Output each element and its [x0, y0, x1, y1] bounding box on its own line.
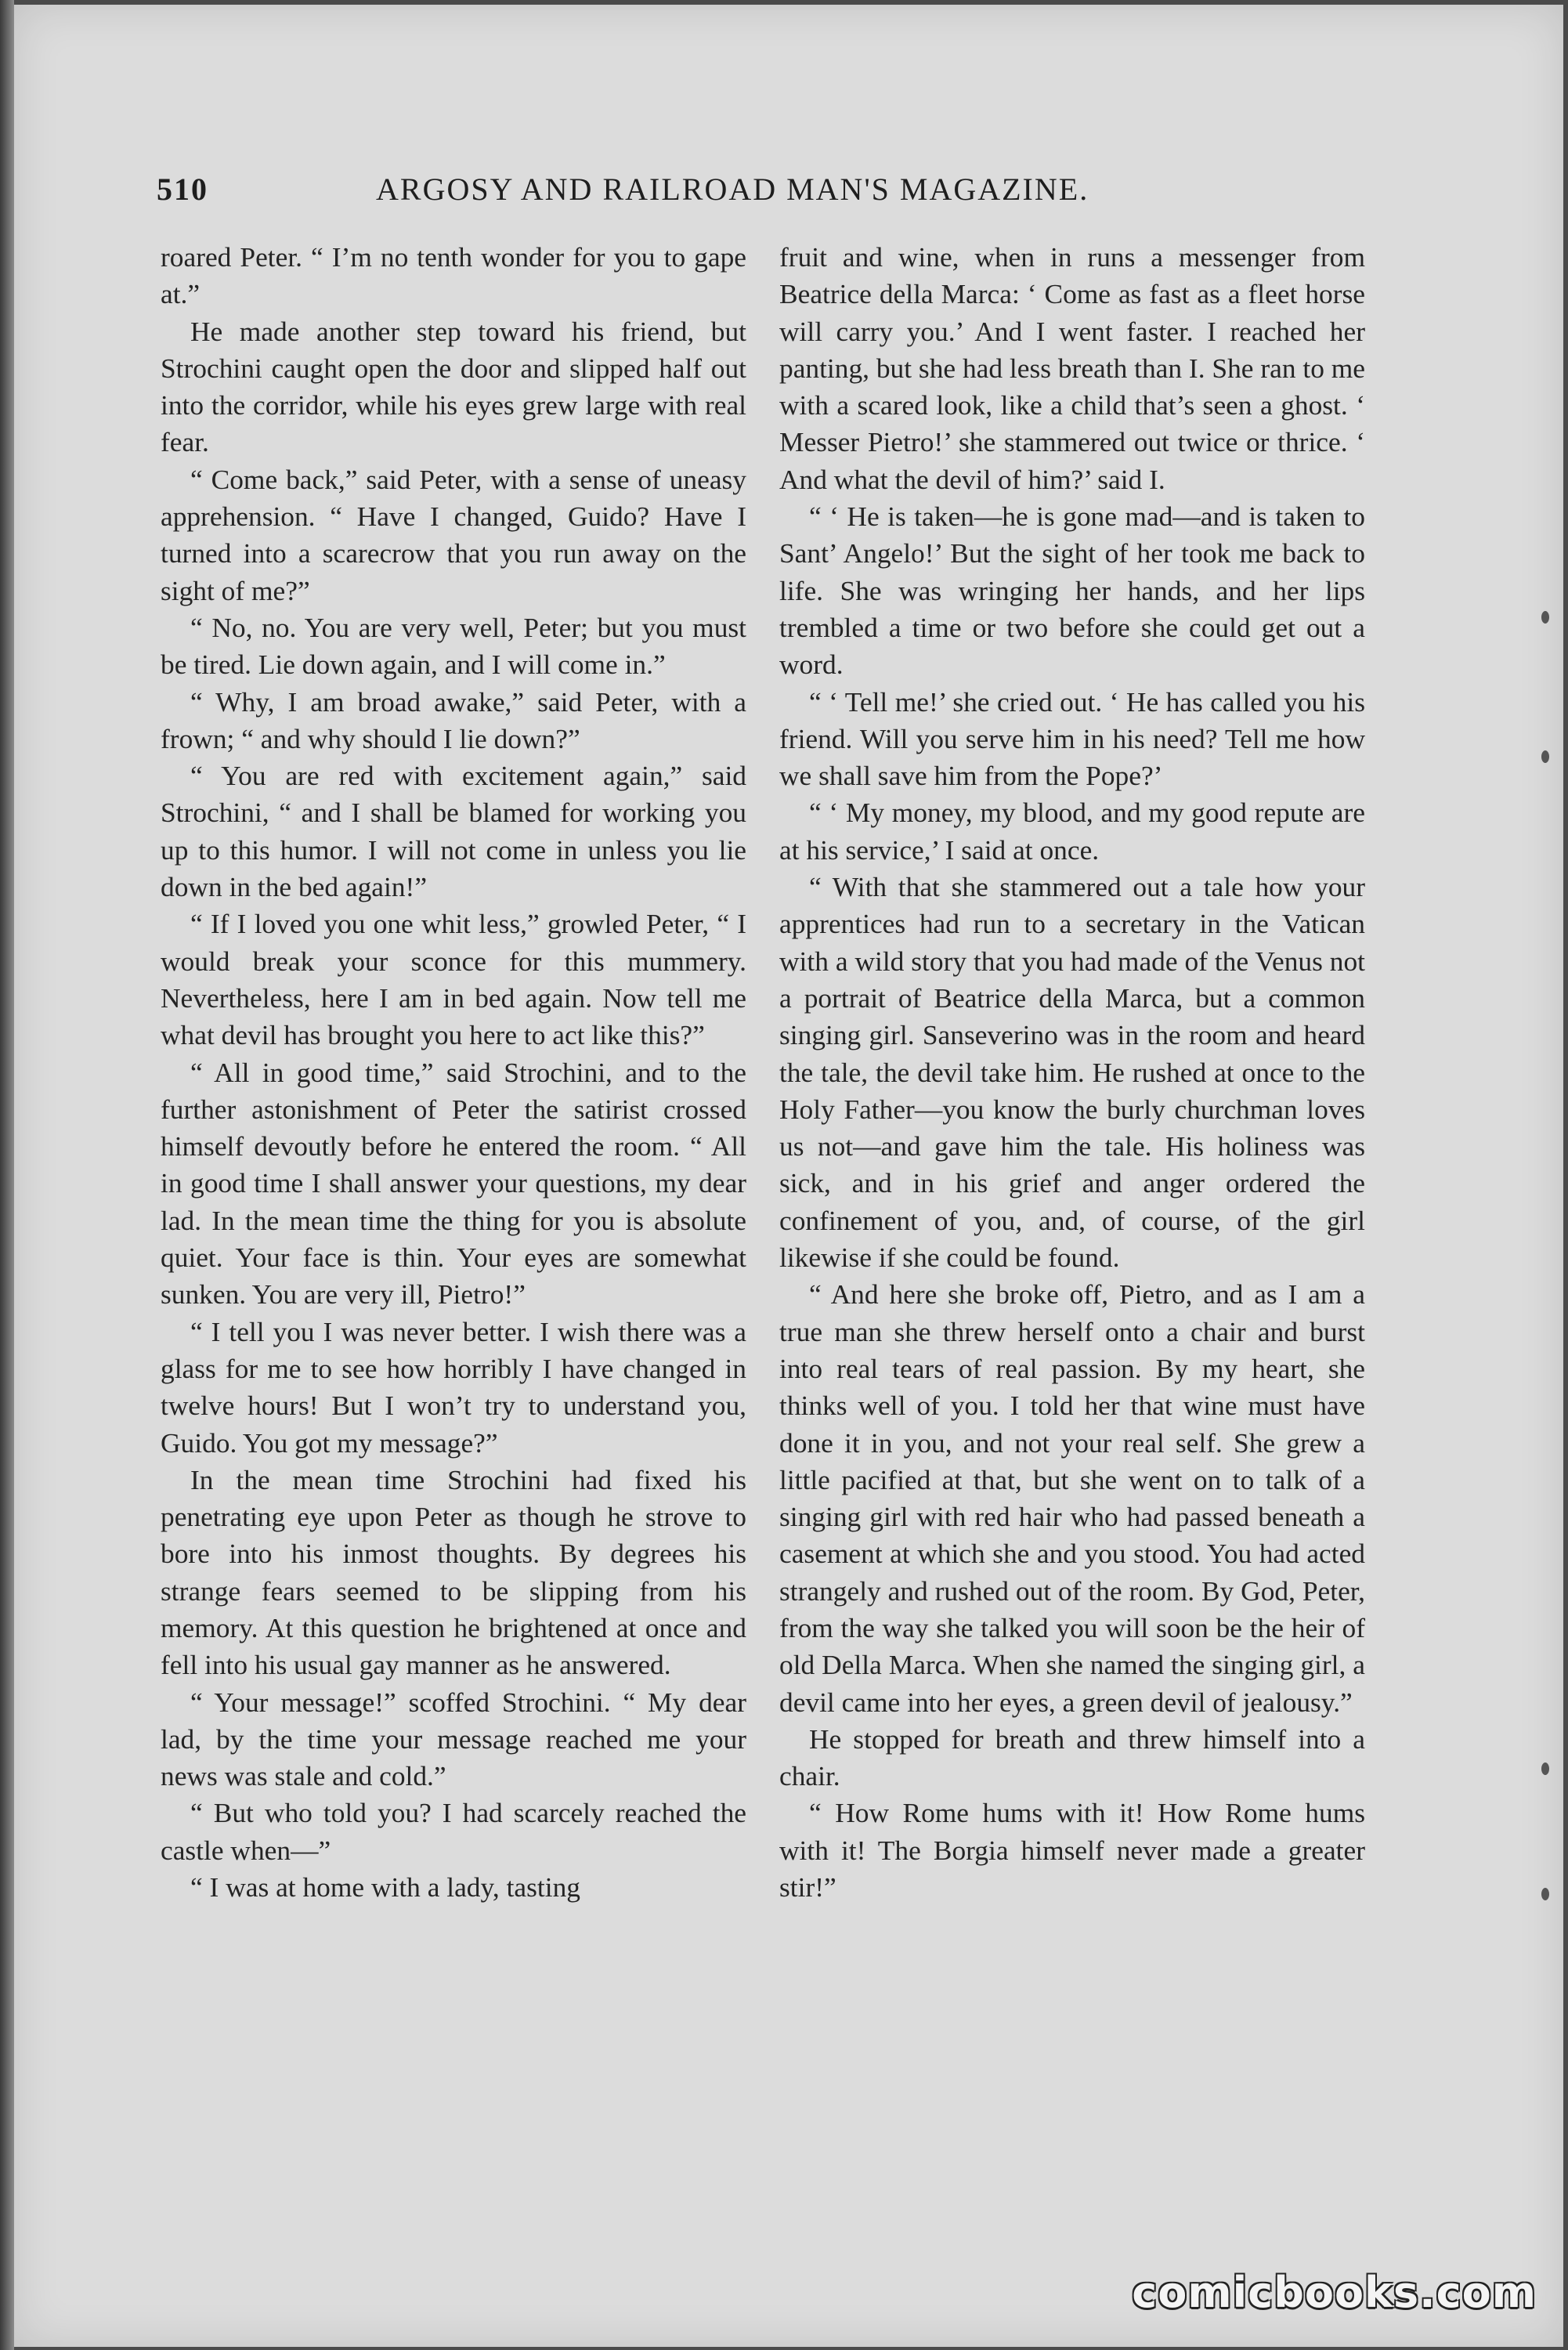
running-title: ARGOSY AND RAILROAD MAN'S MAGAZINE.	[376, 172, 1089, 207]
paragraph: “ If I loved you one whit less,” growled Peter, “ I would break your sconce for this mummery. Nevertheless, here I am in bed again. Now tell me what devil has brought you here to act like this?”	[161, 908, 746, 1051]
paragraph: He stopped for breath and threw himself into a chair.	[779, 1723, 1365, 1792]
paragraph: “ ‘ He is taken—he is gone mad—and is taken to Sant’ Angelo!’ But the sight of her took me back to life. She was wringing her hands, and her lips trembled a time or two before she could get out a word.	[779, 501, 1365, 681]
staple-mark	[1541, 1888, 1549, 1900]
paragraph: “ You are red with excitement again,” said Strochini, “ and I shall be blamed for working you up to this humor. I will not come in unless you lie down in the bed again!”	[161, 760, 746, 903]
paragraph: “ Come back,” said Peter, with a sense of uneasy apprehension. “ Have I changed, Guido? Have I turned into a scarecrow that you run away on the sight of me?”	[161, 463, 746, 606]
paragraph: He made another step toward his friend, but Strochini caught open the door and slipped half out into the corridor, while his eyes grew large with real fear.	[161, 315, 746, 458]
right-text-column	[779, 239, 1365, 1906]
page-header	[157, 171, 1371, 218]
site-watermark: comicbooks.com	[1132, 2268, 1537, 2317]
paragraph: fruit and wine, when in runs a messenger from Beatrice della Marca: ‘ Come as fast as a fleet horse will carry you.’ And I went faster. I reached her panting, but she had less breath than I. She ran to me with a scared look, like a child that’s seen a ghost. ‘ Messer Pietro!’ she stammered out twice or thrice. ‘ And what the devil of him?’ said I.	[779, 241, 1365, 495]
staple-mark	[1541, 611, 1549, 624]
paragraph: “ With that she stammered out a tale how your apprentices had run to a secretary in the Vatican with a wild story that you had made of the Venus not a portrait of Beatrice della Marca, but a common singing girl. Sanseverino was in the room and heard the tale, the devil take him. He rushed at once to the Holy Father—you know the burly churchman loves us not—and gave him the tale. His holiness was sick, and in his grief and anger ordered the confinement of you, and, of course, of the girl likewise if she could be found.	[779, 871, 1365, 1274]
paragraph: “ And here she broke off, Pietro, and as I am a true man she threw herself onto a chair and burst into real tears of real passion. By my heart, she thinks well of you. I told her that wine must have done it in you, and not your real self. She grew a little pacified at that, but she went on to talk of a singing girl with red hair who had passed beneath a casement at which she and you stood. You had acted strangely and rushed out of the room. By God, Peter, from the way she talked you will soon be the heir of old Della Marca. When she named the singing girl, a devil came into her eyes, a green devil of jealousy.”	[779, 1278, 1365, 1718]
page-number: 510	[157, 172, 208, 207]
paragraph: “ I tell you I was never better. I wish there was a glass for me to see how horribly I have changed in twelve hours! But I won’t try to understand you, Guido. You got my message?”	[161, 1315, 746, 1459]
paragraph: “ Your message!” scoffed Strochini. “ My dear lad, by the time your message reached me your news was stale and cold.”	[161, 1686, 746, 1792]
paragraph: roared Peter. “ I’m no tenth wonder for you to gape at.”	[161, 241, 746, 310]
paragraph: “ ‘ Tell me!’ she cried out. ‘ He has called you his friend. Will you serve him in his need? Tell me how we shall save him from the Pope?’	[779, 685, 1365, 792]
staple-mark	[1541, 750, 1549, 763]
staple-mark	[1541, 1762, 1549, 1775]
paragraph: In the mean time Strochini had fixed his penetrating eye upon Peter as though he strove to bore into his inmost thoughts. By degrees his strange fears seemed to be slipping from his memory. At this question he brightened at once and fell into his usual gay manner as he answered.	[161, 1463, 746, 1681]
paragraph: “ I was at home with a lady, tasting	[190, 1871, 580, 1904]
page-spine-edge	[0, 0, 14, 2350]
paragraph: “ How Rome hums with it! How Rome hums with it! The Borgia himself never made a greater stir!”	[779, 1797, 1365, 1904]
paragraph: “ Why, I am broad awake,” said Peter, with a frown; “ and why should I lie down?”	[161, 685, 746, 754]
paragraph: “ No, no. You are very well, Peter; but you must be tired. Lie down again, and I will come in.”	[161, 611, 746, 681]
paragraph: “ ‘ My money, my blood, and my good repute are at his service,’ I said at once.	[779, 797, 1365, 866]
paragraph: “ All in good time,” said Strochini, and to the further astonishment of Peter the satirist crossed himself devoutly before he entered the room. “ All in good time I shall answer your questions, my dear lad. In the mean time the thing for you is absolute quiet. Your face is thin. Your eyes are somewhat sunken. You are very ill, Pietro!”	[161, 1056, 746, 1311]
left-text-column	[161, 239, 746, 1906]
paragraph: “ But who told you? I had scarcely reached the castle when—”	[161, 1797, 746, 1866]
